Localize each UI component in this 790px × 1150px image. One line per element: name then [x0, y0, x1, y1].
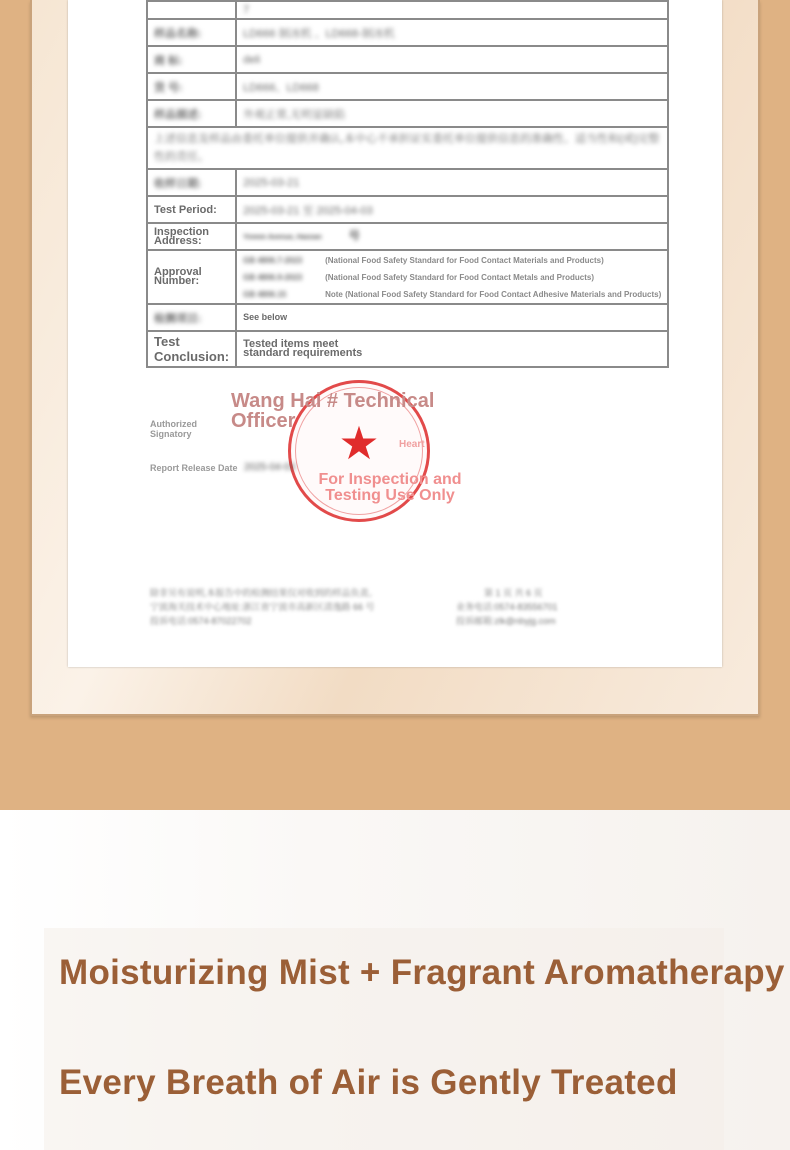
- inspection-use-only-text: For Inspection and Testing Use Only: [318, 471, 462, 504]
- table-row: [147, 250, 668, 304]
- footer-right: [456, 586, 558, 628]
- technical-officer-name: Wang Hai # Technical Officer: [231, 390, 435, 432]
- footer-left: [150, 586, 378, 628]
- certificate-table: [146, 0, 669, 368]
- standard-text: Note (National Food Safety Standard for Food Contact Adhesive Materials and Products): [325, 289, 662, 299]
- headline-section: [0, 810, 790, 1150]
- approval-number-label: Approval Number:: [147, 250, 236, 304]
- table-row: [147, 169, 668, 196]
- release-date-value: 2025-04-03: [244, 462, 296, 473]
- top-row-value: 7: [236, 1, 668, 19]
- headline-line-2: Every Breath of Air is Gently Treated: [59, 1063, 678, 1102]
- standard-line-2: [243, 269, 661, 286]
- model-value: LD666、LD668: [236, 73, 668, 100]
- star-icon: ★: [338, 416, 380, 469]
- test-conclusion-text: Tested items meet standard requirements: [243, 338, 363, 359]
- table-row: [147, 19, 668, 46]
- test-items-value: See below: [236, 304, 668, 331]
- footer-complaint-email: 投诉邮箱:zlk@nbyjg.com: [456, 616, 556, 626]
- model-label: 货 号:: [147, 73, 236, 100]
- receipt-date-label: 收样日期:: [147, 169, 236, 196]
- test-period-value: 2025-03-21 至 2025-04-03: [236, 196, 668, 223]
- table-row: [147, 1, 668, 19]
- standard-line-1: [243, 252, 661, 269]
- table-row: [147, 223, 668, 250]
- standard-text: (National Food Safety Standard for Food Contact Metals and Products): [325, 272, 594, 282]
- standards-cell: [236, 250, 668, 304]
- table-row: [147, 331, 668, 367]
- footer-left-line-2: 宁波海关技术中心地址:浙江省宁波市高新区清逸路 66 号: [150, 602, 375, 612]
- disclaimer-text: 上述信息及样品由委托单位提供并确认,本中心不承担证实委托单位提供信息的准确性、适当性和(或)完整性的责任。: [147, 127, 668, 169]
- inspection-address-label: Inspection Address:: [147, 223, 236, 250]
- table-row: [147, 100, 668, 127]
- test-conclusion-value: [236, 331, 668, 367]
- test-period-label: Test Period:: [147, 196, 236, 223]
- footer-page-number: 第 1 页 共 6 页: [484, 588, 543, 598]
- address-top-label: [147, 1, 236, 19]
- brand-label: 商 标:: [147, 46, 236, 73]
- footer-business-phone: 业务电话:0574-83556701: [456, 602, 558, 612]
- standard-code: GB 4806.9-2023: [243, 272, 303, 282]
- inspection-address-suffix: 号: [348, 229, 360, 242]
- table-row: [147, 196, 668, 223]
- table-row: [147, 46, 668, 73]
- footer-left-line-3: 投诉电话:0574-87022702: [150, 616, 252, 626]
- test-conclusion-label: Test Conclusion:: [147, 331, 236, 367]
- standard-line-3: [243, 286, 661, 303]
- standard-text: (National Food Safety Standard for Food Contact Materials and Products): [325, 255, 604, 265]
- seal-heart-text: Heart: [399, 439, 425, 450]
- standard-code: GB 4806.7-2023: [243, 255, 303, 265]
- description-value: 外观正常,无明显缺陷: [236, 100, 668, 127]
- receipt-date-value: 2025-03-21: [236, 169, 668, 196]
- standard-code: GB 4806.15: [243, 289, 287, 299]
- release-date-label: Report Release Date: [150, 463, 238, 473]
- table-row: [147, 304, 668, 331]
- sample-name-label: 样品名称:: [147, 19, 236, 46]
- description-label: 样品描述:: [147, 100, 236, 127]
- headline-line-1: Moisturizing Mist + Fragrant Aromatherapy: [59, 953, 785, 992]
- authorized-signatory-label: Authorized Signatory: [150, 419, 197, 439]
- table-row: [147, 127, 668, 169]
- test-items-label: 检测项目:: [147, 304, 236, 331]
- sample-name-value: LD666 制冰机 、LD668-制冰机: [236, 19, 668, 46]
- inspection-address-cell: [236, 223, 668, 250]
- footer-left-line-1: 除非另有说明,本报告中的检测结果仅对收到的样品负责。: [150, 588, 378, 598]
- inspection-address-value: Yinmin Avenue, Haixian: [243, 233, 322, 241]
- table-row: [147, 73, 668, 100]
- brand-value: deli: [236, 46, 668, 73]
